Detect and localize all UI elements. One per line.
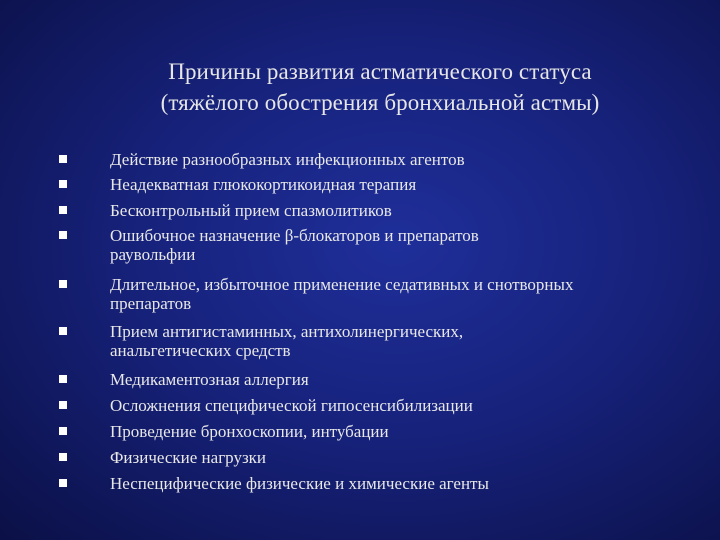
list-item-line: раувольфии: [110, 245, 196, 264]
list-item-text: [110, 322, 710, 360]
list-item-line: Физические нагрузки: [110, 448, 267, 467]
square-bullet-icon: [59, 155, 67, 163]
list-item-line: Длительное, избыточное применение седативных и снотворных: [110, 275, 574, 294]
square-bullet-icon: [59, 231, 67, 239]
list-item-text: [110, 370, 710, 389]
list-item-line: Осложнения специфической гипосенсибилизации: [110, 396, 473, 415]
square-bullet-icon: [59, 401, 67, 409]
list-item-line: Проведение бронхоскопии, интубации: [110, 422, 389, 441]
list-item-line: Действие разнообразных инфекционных агентов: [110, 150, 465, 169]
list-item-line: Неадекватная глюкокортикоидная терапия: [110, 175, 417, 194]
list-item-line: Медикаментозная аллергия: [110, 370, 309, 389]
list-item-text: [110, 201, 710, 220]
slide-title: [100, 56, 660, 118]
square-bullet-icon: [59, 327, 67, 335]
slide-title-line-1: Причины развития астматического статуса: [168, 59, 592, 84]
list-item-line: Ошибочное назначение β-блокаторов и препаратов: [110, 226, 479, 245]
slide-title-line-2: (тяжёлого обострения бронхиальной астмы): [160, 90, 600, 115]
square-bullet-icon: [59, 453, 67, 461]
list-item-line: Неспецифические физические и химические агенты: [110, 474, 489, 493]
square-bullet-icon: [59, 427, 67, 435]
list-item-text: [110, 474, 710, 493]
list-item-line: Бесконтрольный прием спазмолитиков: [110, 201, 392, 220]
square-bullet-icon: [59, 375, 67, 383]
list-item-text: [110, 226, 710, 264]
list-item-text: [110, 448, 710, 467]
list-item-text: [110, 175, 710, 194]
list-item-line: анальгетических средств: [110, 341, 291, 360]
list-item-line: Прием антигистаминных, антихолинергических,: [110, 322, 464, 341]
list-item-text: [110, 396, 710, 415]
list-item-text: [110, 150, 710, 169]
square-bullet-icon: [59, 280, 67, 288]
square-bullet-icon: [59, 180, 67, 188]
list-item-text: [110, 275, 710, 313]
list-item-line: препаратов: [110, 294, 192, 313]
square-bullet-icon: [59, 206, 67, 214]
list-item-text: [110, 422, 710, 441]
square-bullet-icon: [59, 479, 67, 487]
